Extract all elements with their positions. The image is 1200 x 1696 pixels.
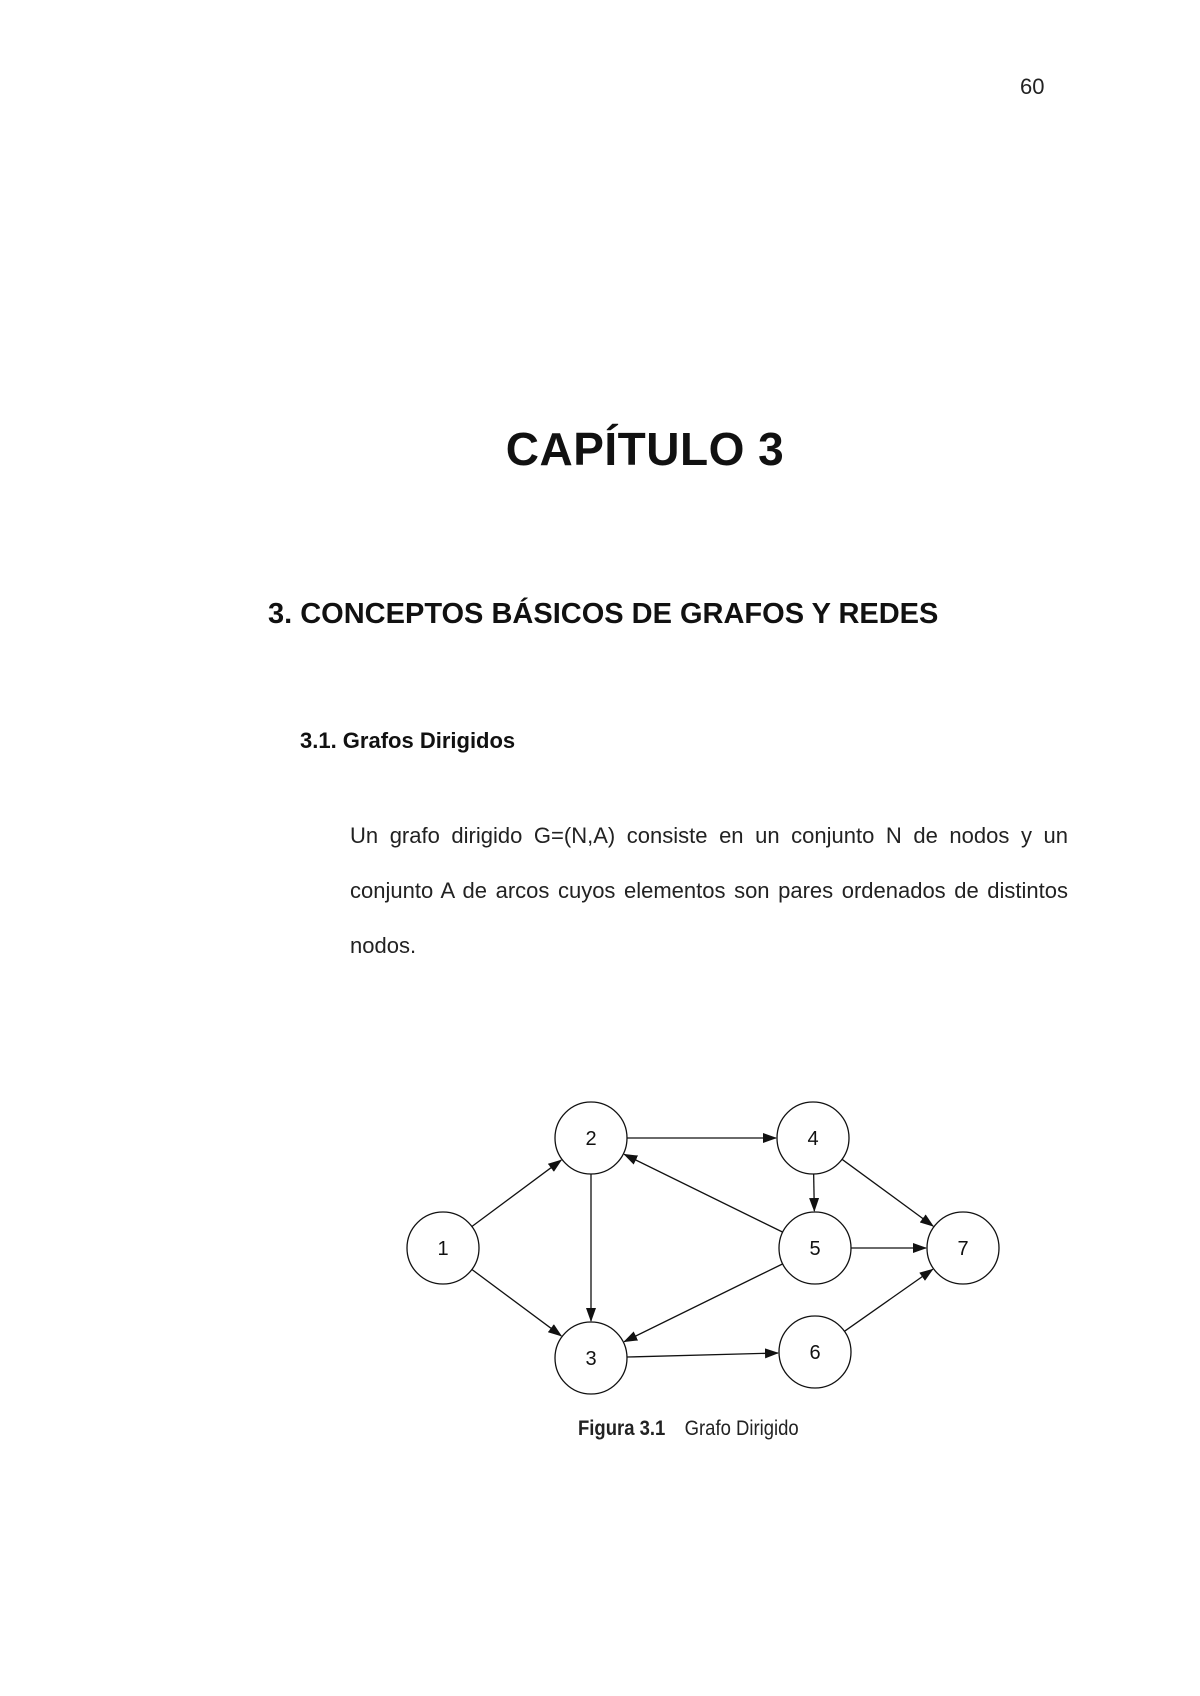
directed-graph-diagram [395,1080,1005,1410]
figure-caption-text: Grafo Dirigido [684,1417,799,1440]
node-label: 5 [809,1238,821,1260]
graph-node-2 [555,1102,627,1174]
graph-node-6 [779,1316,851,1388]
figure-caption-label: Figura 3.1 [578,1417,666,1440]
edge-1-to-2 [472,1160,561,1226]
figure-caption [578,1417,799,1441]
edge-3-to-6 [627,1353,778,1357]
node-label: 6 [809,1342,821,1364]
edge-5-to-3 [624,1264,782,1342]
edge-4-to-5 [814,1174,815,1211]
section-title: 3. CONCEPTOS BÁSICOS DE GRAFOS Y REDES [268,598,939,630]
graph-node-7 [927,1212,999,1284]
node-label: 1 [437,1238,449,1260]
node-label: 4 [807,1128,819,1150]
graph-node-5 [779,1212,851,1284]
graph-node-1 [407,1212,479,1284]
graph-node-4 [777,1102,849,1174]
node-label: 3 [585,1348,597,1370]
body-paragraph: Un grafo dirigido G=(N,A) consiste en un conjunto N de nodos y un conjunto A de arcos cuyos elementos son pares ordenados de distintos nodos. [350,823,1068,958]
edge-6-to-7 [844,1269,932,1331]
directed-graph-figure [395,1080,1005,1410]
edge-1-to-3 [472,1269,561,1335]
subsection-title: 3.1. Grafos Dirigidos [300,728,516,753]
node-label: 7 [957,1238,969,1260]
page-number: 60 [1020,74,1045,99]
node-label: 2 [585,1128,597,1150]
chapter-title: CAPÍTULO 3 [505,423,785,475]
graph-node-3 [555,1322,627,1394]
edge-5-to-2 [624,1154,782,1232]
graph-edges [472,1138,933,1357]
edge-4-to-7 [842,1159,933,1226]
